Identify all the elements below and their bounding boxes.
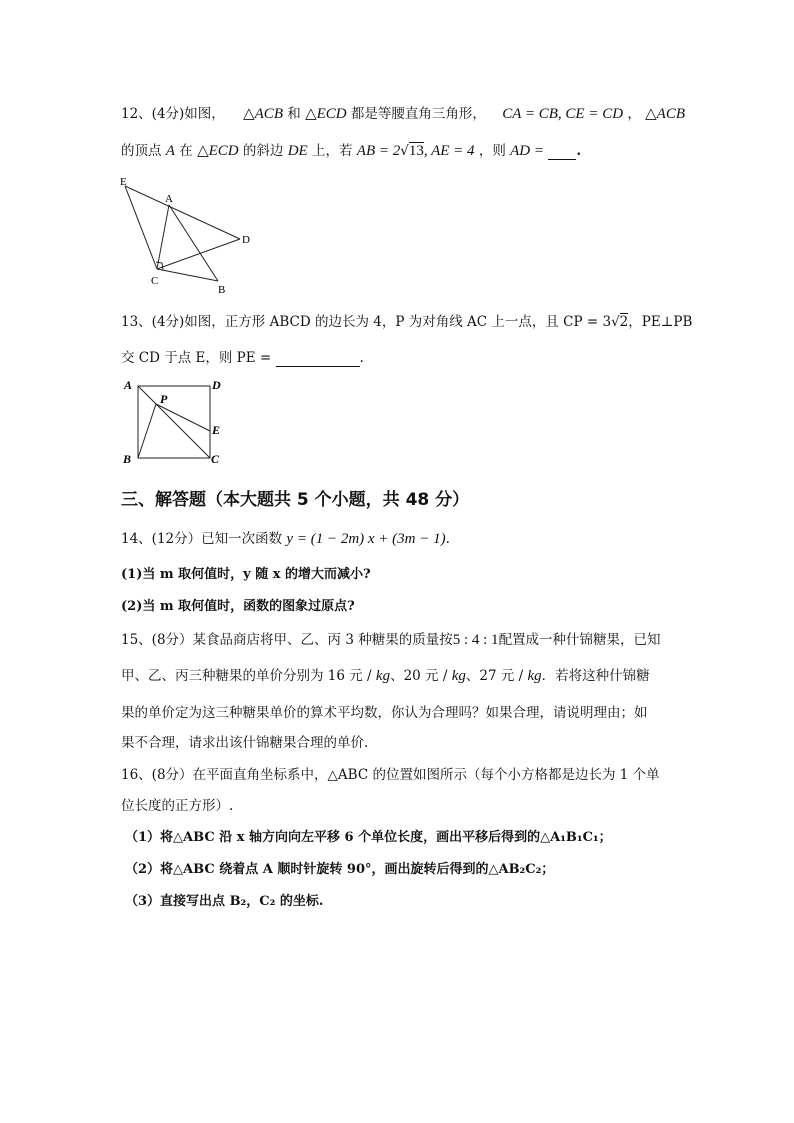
q15-text-1a: 15、(8分）某食品商店将甲、乙、丙 3 种糖果的质量按 (121, 632, 453, 648)
q12-text-a: 的顶点 (121, 143, 162, 159)
q12-equation-3: AD = (510, 143, 545, 159)
q12-answer-blank[interactable] (548, 143, 576, 160)
q15-text-1b: 配置成一种什锦糖果，已知 (498, 632, 661, 648)
q13-period: . (359, 350, 364, 366)
q15-unit-kg-1: kg (375, 668, 391, 684)
q15-line-4: 果不合理，请求出该什锦糖果合理的单价. (121, 735, 369, 751)
q12-line-1 (121, 102, 685, 123)
q14-period: . (445, 531, 450, 547)
q16-sub-3: （3）直接写出点 B₂，C₂ 的坐标. (125, 894, 324, 909)
q12-label-d: D (242, 234, 250, 246)
q12-triangle-ecd-2: △ECD (197, 143, 239, 159)
q15-text-2a: 甲、乙、丙三种糖果的单价分别为 16 元 / (121, 668, 372, 684)
q12-period: . (576, 143, 582, 159)
q13-line-pb (138, 404, 156, 458)
q13-diagonal-ac (138, 386, 210, 458)
q14-line-1 (121, 527, 450, 548)
q15-text-2b: 、20 元 / (390, 668, 448, 684)
q13-label-c: C (211, 452, 220, 466)
q15-text-2c: 、27 元 / (465, 668, 524, 684)
q12-desc: 都是等腰直角三角形， (350, 106, 486, 122)
q13-answer-blank[interactable] (276, 350, 360, 367)
q14-sub-2: (2)当 m 取何值时，函数的图象过原点? (121, 599, 355, 614)
q14-sub-1: (1)当 m 取何值时，y 随 x 的增大而减小? (121, 567, 371, 582)
q12-triangle-ecd: △ECD (305, 106, 347, 122)
q12-and: 和 (287, 106, 301, 122)
q12-line-2 (121, 139, 581, 160)
q12-text-c: 的斜边 (242, 143, 284, 159)
q13-line-2 (121, 346, 364, 367)
q13-label-b: B (123, 452, 132, 466)
q12-comma: ， (627, 106, 641, 122)
q12-line-cd (157, 239, 240, 269)
sqrt-icon: √ (611, 314, 620, 330)
q12-segment-de: DE (287, 143, 308, 159)
q13-label-e: E (212, 423, 221, 437)
q12-label-b: B (218, 284, 226, 296)
q13-sqrt-2: 2 (619, 314, 629, 330)
q16-sub-2: （2）将△ABC 绕着点 A 顺时针旋转 90°，画出旋转后得到的△AB₂C₂； (125, 862, 555, 877)
q13-text-2: 交 CD 于点 E，则 PE = (121, 350, 272, 366)
q15-line-1 (121, 628, 661, 649)
q15-unit-kg-2: kg (451, 668, 466, 684)
q15-text-2d: ．若将这种什锦糖 (541, 668, 650, 684)
q16-sub-1: （1）将△ABC 沿 x 轴方向向左平移 6 个单位长度，画出平移后得到的△A₁B₁C₁； (125, 830, 612, 845)
q13-label-d: D (212, 378, 221, 392)
q13-text-1: 13、(4分)如图，正方形 ABCD 的边长为 4，P 为对角线 AC 上一点，且 CP = 3 (121, 314, 612, 330)
q14-function: y = (1 − 2m) x + (3m − 1) (286, 531, 446, 547)
q12-text-e: ，则 (478, 143, 506, 159)
q15-unit-kg-3: kg (527, 668, 542, 684)
q12-text-d: 上，若 (312, 143, 353, 159)
q13-figure (118, 374, 228, 466)
q12-equation-1: CA = CB, CE = CD (502, 106, 624, 122)
q12-triangle-acb-2: △ACB (645, 106, 686, 122)
q12-label-c: C (151, 275, 159, 287)
q12-label-e: E (120, 176, 127, 188)
q13-label-p: P (160, 392, 168, 406)
q16-line-2: 位长度的正方形）. (121, 798, 234, 814)
q16-line-1: 16、(8分）在平面直角坐标系中，△ABC 的位置如图所示（每个小方格都是边长为 1 个单 (121, 767, 660, 783)
q12-line-ca (157, 205, 169, 269)
q13-line-pe (156, 404, 210, 431)
q12-text-b: 在 (179, 143, 193, 159)
q13-label-a: A (124, 378, 133, 392)
q12-prefix: 12、(4分)如图， (121, 106, 225, 122)
section-heading-3: 三、解答题（本大题共 5 个小题，共 48 分） (121, 490, 470, 510)
q15-line-2 (121, 664, 650, 685)
q12-line-cb (157, 269, 218, 281)
q12-figure (112, 172, 262, 296)
q12-point-a: A (165, 143, 175, 159)
sqrt-icon: √ (400, 143, 409, 159)
q12-line-ab (169, 205, 218, 281)
q12-triangle-acb: △ACB (243, 106, 283, 122)
q13-text-1-end: ，PE⊥PB (628, 314, 693, 330)
q14-prefix: 14、(12分）已知一次函数 (121, 531, 283, 547)
q15-ratio: 5 : 4 : 1 (452, 632, 499, 648)
q13-line-1 (121, 310, 692, 330)
q12-equation-2b: , AE = 4 (423, 143, 475, 159)
q12-sqrt-13: 13 (408, 143, 424, 159)
q15-line-3: 果的单价定为这三种糖果单价的算术平均数，你认为合理吗？如果合理，请说明理由；如 (121, 705, 648, 721)
q12-label-a: A (165, 193, 173, 205)
q12-equation-2a: AB = 2 (356, 143, 401, 159)
